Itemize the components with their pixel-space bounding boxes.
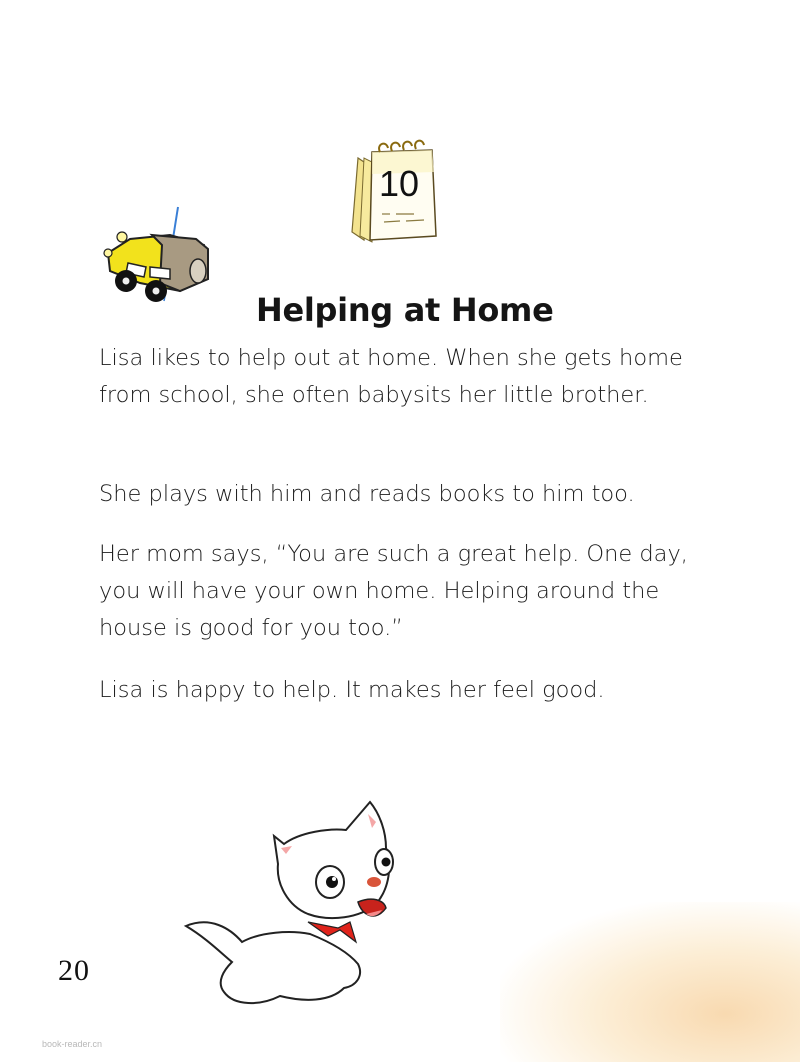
watermark: book-reader.cn	[42, 1039, 103, 1049]
watercolor-wash	[500, 902, 800, 1062]
page-number: 20	[58, 954, 90, 987]
chapter-title: Helping at Home	[256, 291, 554, 330]
chapter-number: 10	[378, 163, 420, 204]
story-paragraph: Lisa likes to help out at home. When she gets home from school, she often babysits her little brother.	[99, 345, 683, 408]
story-paragraph: Her mom says, “You are such a great help. One day, you will have your own home. Helping around the house is good for you too.”	[99, 541, 688, 641]
story-paragraph: Lisa is happy to help. It makes her feel good.	[99, 677, 605, 703]
toy-jeep-icon	[100, 205, 220, 305]
kitten-illustration	[180, 792, 400, 1012]
story-paragraph: She plays with him and reads books to him too.	[99, 481, 635, 507]
